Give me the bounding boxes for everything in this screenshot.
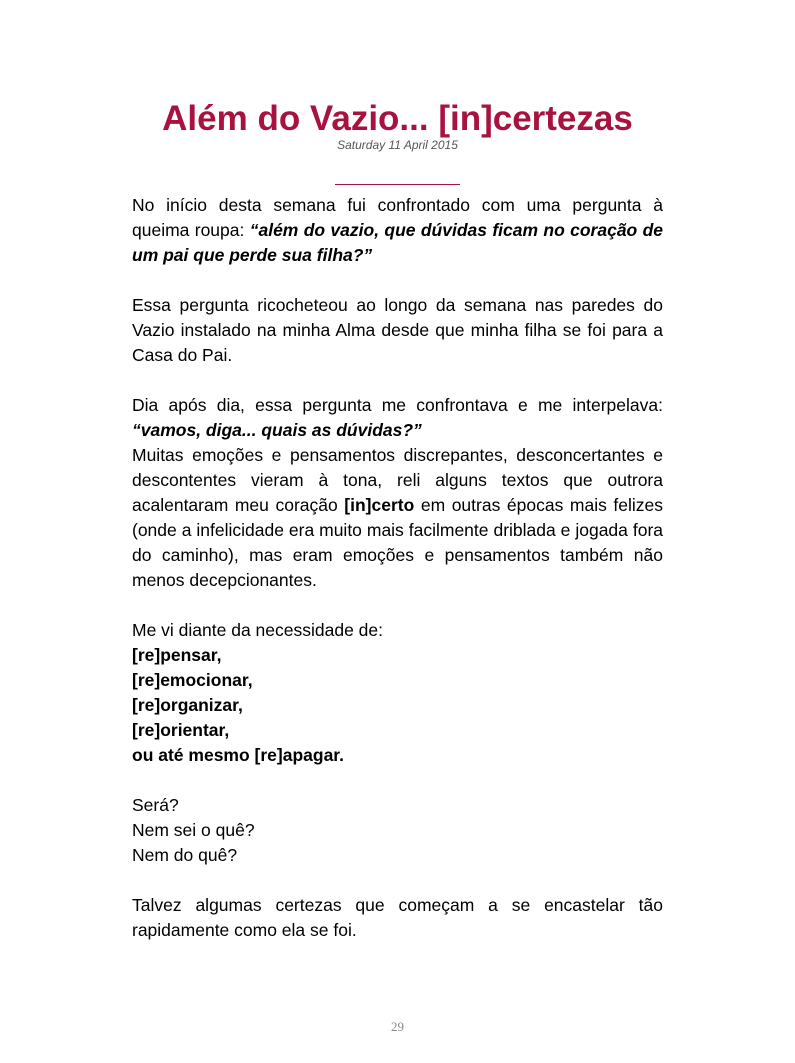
question-line: Será? <box>132 795 179 815</box>
question-line: Nem sei o quê? <box>132 820 255 840</box>
list-item: [re]pensar, <box>132 645 222 665</box>
paragraph-4-bold: [in]certo <box>344 495 415 515</box>
paragraph-2: Essa pergunta ricocheteou ao longo da semana nas paredes do Vazio instalado na minha Alma desde que minha filha se foi para a Casa do Pai. <box>132 295 663 365</box>
paragraph-6 <box>132 793 663 868</box>
paragraph-1-quote: “além do vazio, que dúvidas ficam no coração de um pai que perde sua filha?” <box>132 220 664 265</box>
list-item: [re]orientar, <box>132 720 230 740</box>
paragraph-4-text-b: em outras épocas mais felizes (onde a infelicidade era muito mais facilmente driblada e jogada fora do caminho), mas eram emoções e pensamentos também não menos decepcionantes. <box>132 495 663 590</box>
paragraph-3-text: Dia após dia, essa pergunta me confrontava e me interpelava: <box>132 395 663 415</box>
paragraph-1-text: No início desta semana fui confrontado com uma pergunta à queima roupa: <box>132 195 663 240</box>
page-title: Além do Vazio... [in]certezas <box>162 99 633 138</box>
paragraph-3 <box>132 393 663 443</box>
paragraph-4-text-a: Muitas emoções e pensamentos discrepantes, desconcertantes e descontentes vieram à tona, reli alguns textos que outrora acalentaram meu coração <box>132 445 663 515</box>
list-item: [re]emocionar, <box>132 670 253 690</box>
paragraph-5 <box>132 618 663 768</box>
page-number: 29 <box>391 1019 404 1034</box>
question-line: Nem do quê? <box>132 845 238 865</box>
paragraph-1 <box>132 193 663 268</box>
list-item: [re]organizar, <box>132 695 243 715</box>
paragraph-3-quote: “vamos, diga... quais as dúvidas?” <box>132 420 422 440</box>
paragraph-4 <box>132 443 663 593</box>
list-item: ou até mesmo [re]apagar. <box>132 745 345 765</box>
title-divider <box>335 184 460 185</box>
article-body <box>132 193 663 968</box>
post-date: Saturday 11 April 2015 <box>337 138 458 152</box>
paragraph-5-intro: Me vi diante da necessidade de: <box>132 620 383 640</box>
paragraph-7: Talvez algumas certezas que começam a se encastelar tão rapidamente como ela se foi. <box>132 895 663 940</box>
